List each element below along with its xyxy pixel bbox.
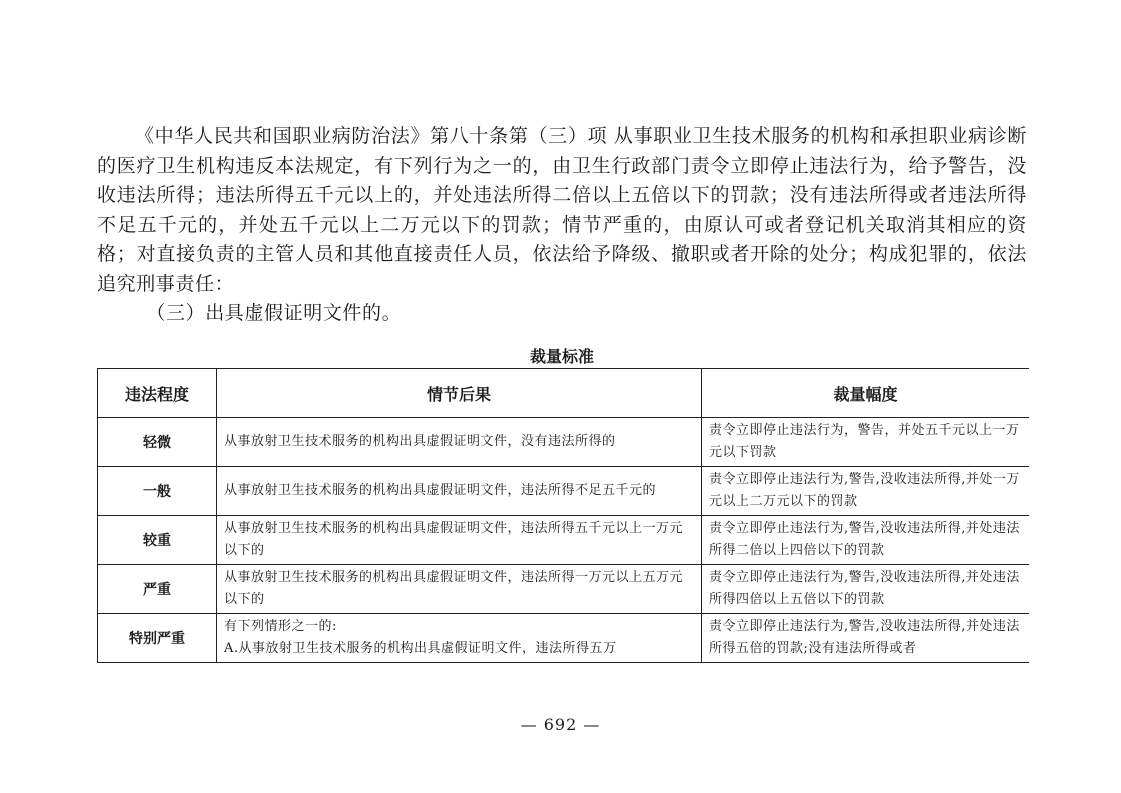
facts-cell: 从事放射卫生技术服务的机构出具虚假证明文件，违法所得五千元以上一万元以下的: [217, 516, 702, 565]
article-clause: （三）出具虚假证明文件的。: [146, 302, 402, 324]
degree-cell: 较重: [98, 516, 217, 565]
column-header-range: 裁量幅度: [702, 369, 1030, 418]
article-paragraph: 《中华人民共和国职业病防治法》第八十条第（三）项 从事职业卫生技术服务的机构和承担职业病诊断的医疗卫生机构违反本法规定，有下列行为之一的，由卫生行政部门责令立即停止违法行为，给予警告，没收违法所得；违法所得五千元以上的，并处违法所得二倍以上五倍以下的罚款；没有违法所得或者违法所得不足五千元的，并处五千元以上二万元以下的罚款；情节严重的，由原认可或者登记机关取消其相应的资格；对直接负责的主管人员和其他直接责任人员，依法给予降级、撤职或者开除的处分；构成犯罪的，依法追究刑事责任：: [97, 125, 1027, 295]
facts-line: 有下列情形之一的:: [224, 619, 337, 634]
facts-cell: [217, 614, 702, 663]
table-row: [98, 418, 1030, 467]
table-row: [98, 565, 1030, 614]
facts-line: A.从事放射卫生技术服务的机构出具虚假证明文件，违法所得五万: [224, 641, 617, 656]
facts-cell: 从事放射卫生技术服务的机构出具虚假证明文件，违法所得不足五千元的: [217, 467, 702, 516]
table-row: [98, 614, 1030, 663]
table-title: 裁量标准: [529, 347, 594, 366]
article-text: [97, 122, 1027, 329]
facts-cell: 从事放射卫生技术服务的机构出具虚假证明文件，违法所得一万元以上五万元以下的: [217, 565, 702, 614]
degree-cell: 一般: [98, 467, 217, 516]
range-cell: 责令立即停止违法行为，警告，并处五千元以上一万元以下罚款: [702, 418, 1030, 467]
table-header-row: [98, 369, 1030, 418]
facts-cell: 从事放射卫生技术服务的机构出具虚假证明文件，没有违法所得的: [217, 418, 702, 467]
discretion-table-wrapper: [97, 368, 1029, 670]
range-cell: 责令立即停止违法行为,警告,没收违法所得,并处违法所得四倍以上五倍以下的罚款: [702, 565, 1030, 614]
table-row: [98, 516, 1030, 565]
range-cell: 责令立即停止违法行为,警告,没收违法所得,并处一万元以上二万元以下的罚款: [702, 467, 1030, 516]
discretion-table: [97, 368, 1029, 663]
degree-cell: 特别严重: [98, 614, 217, 663]
degree-cell: 轻微: [98, 418, 217, 467]
degree-cell: 严重: [98, 565, 217, 614]
range-cell: 责令立即停止违法行为,警告,没收违法所得,并处违法所得二倍以上四倍以下的罚款: [702, 516, 1030, 565]
range-cell: 责令立即停止违法行为,警告,没收违法所得,并处违法所得五倍的罚款;没有违法所得或者: [702, 614, 1030, 663]
column-header-degree: 违法程度: [98, 369, 217, 418]
page-number: — 692 —: [520, 715, 601, 734]
table-row: [98, 467, 1030, 516]
column-header-facts: 情节后果: [217, 369, 702, 418]
